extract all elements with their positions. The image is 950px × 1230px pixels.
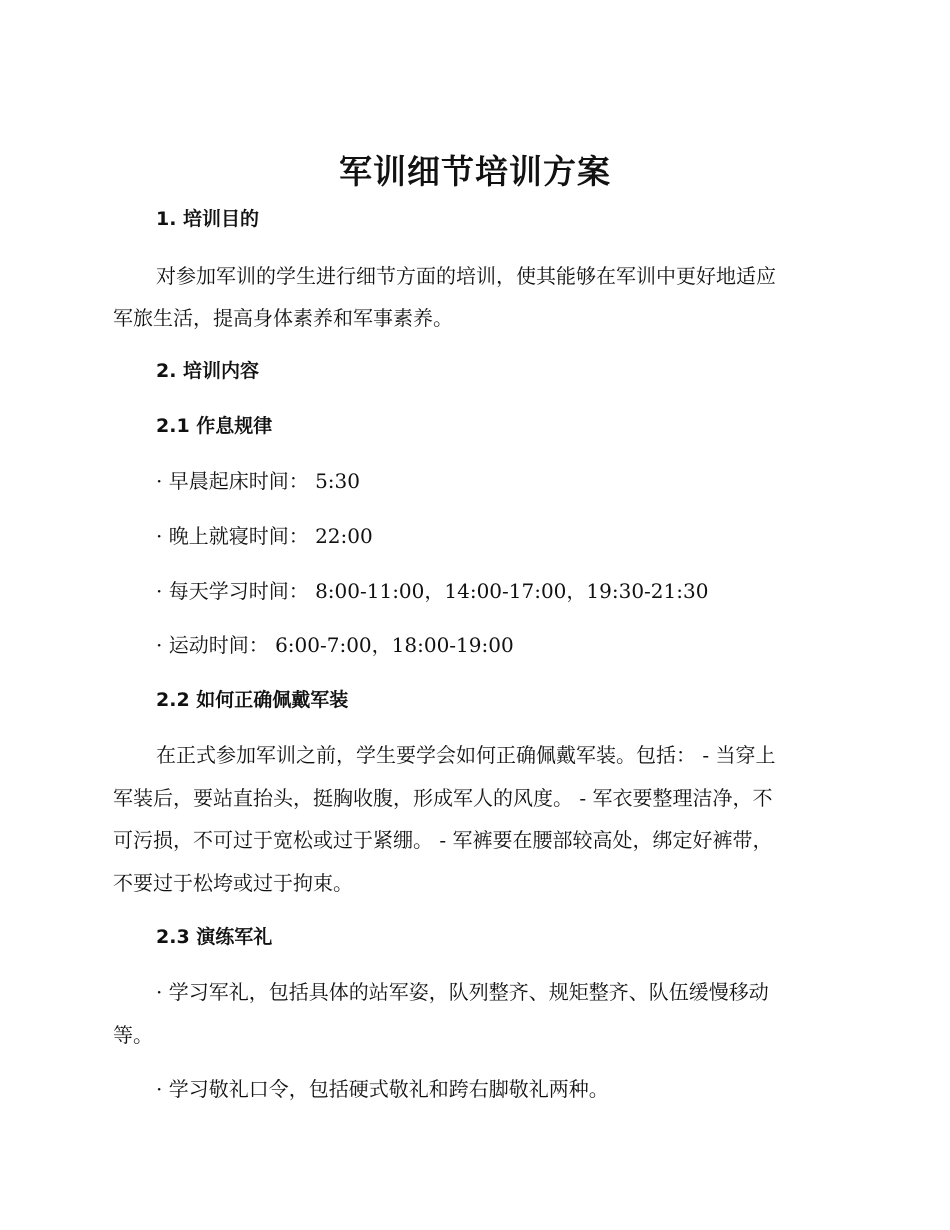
paragraph-line: 可污损，不可过于宽松或过于紧绷。 - 军裤要在腰部较高处，绑定好裤带，	[113, 828, 773, 852]
section-heading-uniform: 2.2 如何正确佩戴军装	[156, 689, 349, 711]
list-item: · 晚上就寝时间： 22:00	[156, 524, 373, 548]
section-heading-salute: 2.3 演练军礼	[156, 926, 273, 948]
list-item: · 学习军礼，包括具体的站军姿，队列整齐、规矩整齐、队伍缓慢移动	[156, 980, 769, 1004]
paragraph-line: 不要过于松垮或过于拘束。	[113, 871, 353, 895]
paragraph-line: 在正式参加军训之前，学生要学会如何正确佩戴军装。包括： - 当穿上	[156, 743, 776, 767]
section-heading-content: 2. 培训内容	[156, 360, 260, 382]
section-heading-purpose: 1. 培训目的	[156, 208, 260, 230]
list-item: · 每天学习时间： 8:00-11:00，14:00-17:00，19:30-21:30	[156, 579, 709, 603]
paragraph-line: 对参加军训的学生进行细节方面的培训，使其能够在军训中更好地适应	[156, 264, 776, 288]
list-item-continuation: 等。	[113, 1023, 153, 1047]
section-heading-schedule: 2.1 作息规律	[156, 415, 273, 437]
document-title: 军训细节培训方案	[339, 152, 611, 191]
list-item: · 学习敬礼口令，包括硬式敬礼和跨右脚敬礼两种。	[156, 1077, 609, 1101]
list-item: · 运动时间： 6:00-7:00，18:00-19:00	[156, 633, 514, 657]
paragraph-line: 军旅生活，提高身体素养和军事素养。	[113, 306, 453, 330]
list-item: · 早晨起床时间： 5:30	[156, 469, 360, 493]
paragraph-line: 军装后，要站直抬头，挺胸收腹，形成军人的风度。 - 军衣要整理洁净，不	[113, 786, 773, 810]
